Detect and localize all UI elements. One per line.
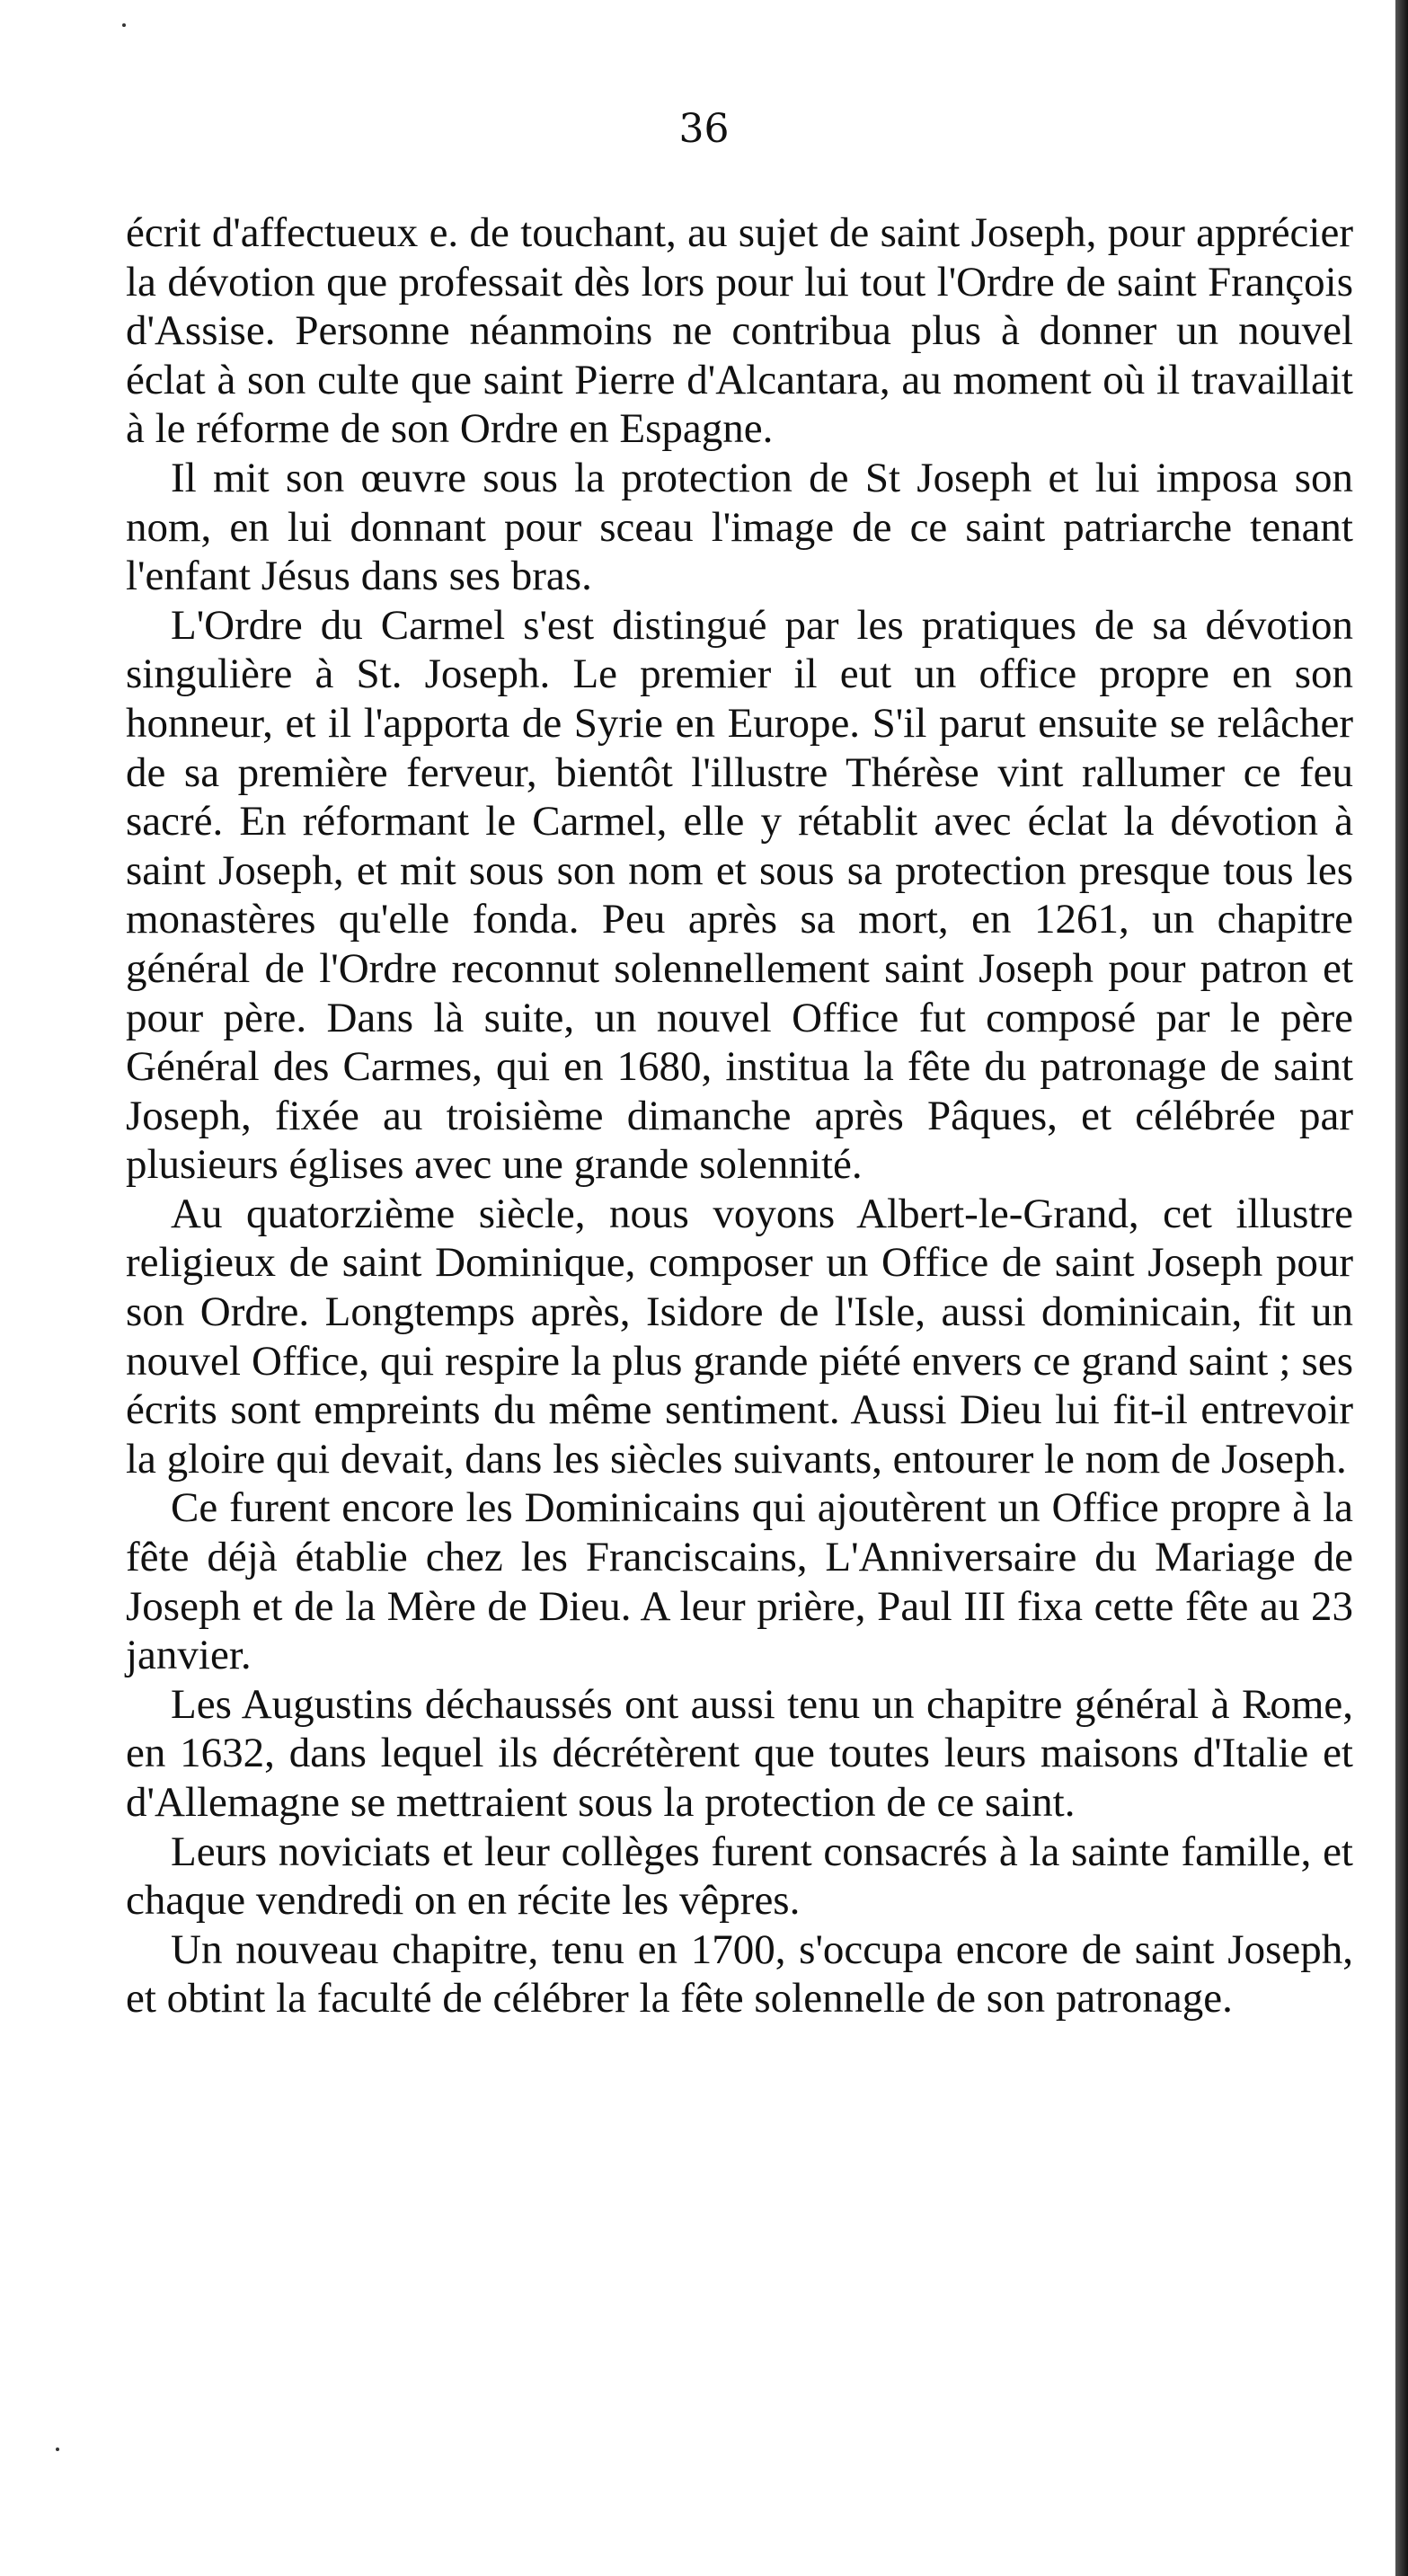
paragraph: Leurs noviciats et leur collèges furent consacrés à la sainte famille, et chaque vendredi on en récite les vêpres. [126, 1828, 1353, 1925]
paragraph: Un nouveau chapitre, tenu en 1700, s'occupa encore de saint Joseph, et obtint la faculté de célébrer la fête solennelle de son patronage. [126, 1925, 1353, 2023]
page-number: 36 [678, 106, 730, 152]
paragraph: Il mit son œuvre sous la protection de St Joseph et lui imposa son nom, en lui donnant pour sceau l'image de ce saint patriarche tenant l'enfant Jésus dans ses bras. [126, 454, 1353, 600]
paragraph: L'Ordre du Carmel s'est distingué par les pratiques de sa dévotion singulière à St. Joseph. Le premier il eut un office propre en son honneur, et il l'apporta de Syrie en Europe. S'il parut ensuite se relâcher de sa première ferveur, bientôt l'illustre Thérèse vint rallumer ce feu sacré. En réformant le Carmel, elle y rétablit avec éclat la dévotion à saint Joseph, et mit sous son nom et sous sa protection presque tous les monastères qu'elle fonda. Peu après sa mort, en 1261, un chapitre général de l'Ordre reconnut solennellement saint Joseph pour patron et pour père. Dans là suite, un nouvel Office fut composé par le père Général des Carmes, qui en 1680, institua la fête du patronage de saint Joseph, fixée au troisième dimanche après Pâques, et célébrée par plusieurs églises avec une grande solennité. [126, 601, 1353, 1189]
body-text [126, 208, 1353, 2023]
print-speck [122, 23, 126, 27]
paragraph: Au quatorzième siècle, nous voyons Albert-le-Grand, cet illustre religieux de saint Dominique, composer un Office de saint Joseph pour son Ordre. Longtemps après, Isidore de l'Isle, aussi dominicain, fit un nouvel Office, qui respire la plus grande piété envers ce grand saint ; ses écrits sont empreints du même sentiment. Aussi Dieu lui fit-il entrevoir la gloire qui devait, dans les siècles suivants, entourer le nom de Joseph. [126, 1190, 1353, 1483]
page-binding-edge [1395, 0, 1408, 2576]
paragraph: Les Augustins déchaussés ont aussi tenu un chapitre général à Rome, en 1632, dans lequel ils décrétèrent que toutes leurs maisons d'Italie et d'Allemagne se mettraient sous la protection de ce saint. [126, 1680, 1353, 1826]
paragraph: écrit d'affectueux e. de touchant, au sujet de saint Joseph, pour apprécier la dévotion que professait dès lors pour lui tout l'Ordre de saint François d'Assise. Personne néanmoins ne contribua plus à donner un nouvel éclat à son culte que saint Pierre d'Alcantara, au moment où il travaillait à le réforme de son Ordre en Espagne. [126, 209, 1353, 453]
print-speck [56, 2448, 59, 2451]
paragraph: Ce furent encore les Dominicains qui ajoutèrent un Office propre à la fête déjà établie chez les Franciscains, L'Anniversaire du Mariage de Joseph et de la Mère de Dieu. A leur prière, Paul III fixa cette fête au 23 janvier. [126, 1484, 1353, 1679]
